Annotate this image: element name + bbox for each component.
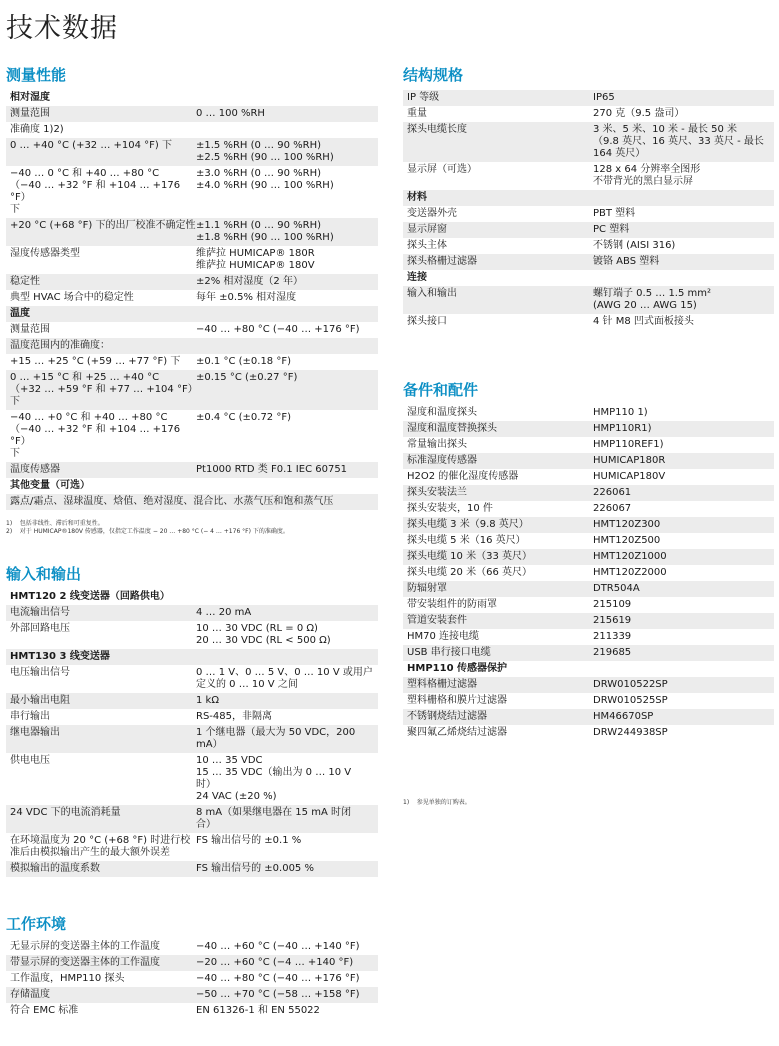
row-label: 温度传感器 [10,464,60,475]
row-value: ±1.5 %RH (0 … 90 %RH) ±2.5 %RH (90 … 100 %RH) [196,140,334,163]
row-value: 0 … 1 V、0 … 5 V、0 … 10 V 或用户 定义的 0 … 10 V 之间 [196,667,373,690]
row-value: HMP110R1) [593,423,652,434]
row-value: HUMICAP180R [593,455,666,466]
row-value: FS 输出信号的 ±0.005 % [196,863,314,874]
row-label: 准确度 1)2) [10,124,64,135]
table-row [6,106,378,122]
row-label: 符合 EMC 标准 [10,1005,79,1016]
table-row [403,533,774,549]
row-value: 3 米、5 米、10 米 - 最长 50 米 （9.8 英尺、16 英尺、33 英尺 - 最长 164 英尺） [593,124,764,159]
row-value: HUMICAP180V [593,471,666,482]
table-row [403,629,774,645]
table-row [403,613,774,629]
row-value: 8 mA（如果继电器在 15 mA 时闭 合） [196,807,351,830]
table-row [403,222,774,238]
row-value: FS 输出信号的 ±0.1 % [196,835,302,846]
measurement-footnotes: 1) 包括非线性、滞后和可重复性。 2) 对于 HUMICAP®180V 传感器，仅指定工作温度 − 20 … +80 °C (− 4 … +176 °F) 下的准确度。 [6,520,289,535]
table-row [403,90,774,106]
row-label: 探头主体 [407,240,447,251]
table-row [403,485,774,501]
row-value: ±0.1 °C (±0.18 °F) [196,356,291,367]
row-label: 温度范围内的准确度： [10,340,110,351]
table-subheading [6,478,378,494]
row-label: 供电电压 [10,755,50,766]
row-label: +15 … +25 °C (+59 … +77 °F) 下 [10,356,181,367]
row-label: 显示屏窗 [407,224,447,235]
row-label: 塑料栅格和膜片过滤器 [407,695,507,706]
row-value: 0 … 100 %RH [196,108,265,119]
row-value: Pt1000 RTD 类 F0.1 IEC 60751 [196,464,348,475]
row-label: 稳定性 [10,276,40,287]
row-label: 存储温度 [10,989,50,1000]
row-label: HM70 连接电缆 [407,631,480,642]
table-row [403,709,774,725]
row-value: DRW244938SP [593,727,668,738]
row-value: PBT 塑料 [593,208,636,219]
table-row [6,725,378,753]
section-heading-measurement: 测量性能 [6,66,67,84]
table-row [6,218,378,246]
row-label: 湿度和温度替换探头 [407,423,497,434]
table-row [403,501,774,517]
row-label: 湿度传感器类型 [10,248,80,259]
table-row [403,106,774,122]
row-label: 重量 [407,108,427,119]
row-value: 270 克（9.5 盎司） [593,108,685,119]
row-label: 串行输出 [10,711,50,722]
section-heading-env: 工作环境 [6,915,67,933]
row-label: 塑料格栅过滤器 [407,679,477,690]
env-table [6,939,378,1019]
row-value: 螺钉端子 0.5 … 1.5 mm² (AWG 20 … AWG 15) [593,288,712,311]
row-label: 探头安装法兰 [407,487,467,498]
row-value: ±1.1 %RH (0 … 90 %RH) ±1.8 %RH (90 … 100 %RH) [196,220,334,243]
row-label: 露点/霜点、湿球温度、焓值、绝对湿度、混合比、水蒸气压和饱和蒸气压 [10,496,334,507]
row-label: 在环境温度为 20 °C (+68 °F) 时进行校 准后由模拟输出产生的最大额外误差 [10,835,191,858]
row-label: 外部回路电压 [10,623,70,634]
row-label: 湿度和温度探头 [407,407,477,418]
row-label: 探头安装夹，10 件 [407,503,493,514]
table-row [403,725,774,741]
table-row [403,453,774,469]
row-value: IP65 [593,92,615,103]
row-value: ±3.0 %RH (0 … 90 %RH) ±4.0 %RH (90 … 100 %RH) [196,168,334,191]
row-label: 探头格栅过滤器 [407,256,477,267]
row-label: 连接 [407,272,427,283]
row-label: 电压输出信号 [10,667,70,678]
row-label: +20 °C (+68 °F) 下的出厂校准不确定性 [10,220,196,231]
row-label: 不锈钢烧结过滤器 [407,711,487,722]
table-row [6,462,378,478]
row-value: ±0.15 °C (±0.27 °F) [196,372,298,383]
row-value: 226067 [593,503,632,514]
row-value: 10 … 30 VDC (RL = 0 Ω) 20 … 30 VDC (RL < 500 Ω) [196,623,331,646]
table-row [6,354,378,370]
section-heading-accessories: 备件和配件 [403,381,479,399]
table-row [403,517,774,533]
row-label: 探头接口 [407,316,447,327]
table-subheading [403,661,774,677]
row-label: 典型 HVAC 场合中的稳定性 [10,292,134,303]
row-value: ±0.4 °C (±0.72 °F) [196,412,291,423]
row-label: 材料 [407,192,427,203]
row-label: 探头电缆长度 [407,124,467,135]
table-row [6,805,378,833]
row-label: HMT130 3 线变送器 [10,651,110,662]
row-label: 管道安装套件 [407,615,467,626]
row-label: 24 VDC 下的电流消耗量 [10,807,121,818]
table-row [6,939,378,955]
table-row [6,1003,378,1019]
table-row [403,565,774,581]
table-row [6,410,378,462]
row-value: 4 … 20 mA [196,607,252,618]
table-row [6,338,378,354]
row-value: 4 针 M8 凹式面板接头 [593,316,694,327]
row-value: HMT120Z1000 [593,551,667,562]
row-value: 镀铬 ABS 塑料 [593,256,660,267]
row-label: USB 串行接口电缆 [407,647,491,658]
row-value: 215109 [593,599,632,610]
table-row [6,621,378,649]
table-row [6,370,378,410]
row-value: HMP110REF1) [593,439,664,450]
table-row [403,469,774,485]
table-row [6,322,378,338]
row-label: 继电器输出 [10,727,60,738]
row-label: 标准湿度传感器 [407,455,477,466]
table-subheading [403,190,774,206]
row-value: −40 … +80 °C (−40 … +176 °F) [196,973,360,984]
row-value: RS-485，非隔离 [196,711,272,722]
row-label: 0 … +15 °C 和 +25 … +40 °C （+32 … +59 °F 和 +77 … +104 °F）下 [10,372,193,407]
row-value: −20 … +60 °C (−4 … +140 °F) [196,957,354,968]
table-row [403,677,774,693]
row-value: DRW010522SP [593,679,668,690]
row-value: −50 … +70 °C (−58 … +158 °F) [196,989,360,1000]
table-row [403,421,774,437]
table-row [6,709,378,725]
row-label: 工作温度，HMP110 探头 [10,973,125,984]
table-row [403,162,774,190]
row-value: HMT120Z500 [593,535,661,546]
table-row [6,971,378,987]
table-row [6,166,378,218]
row-label: 最小输出电阻 [10,695,70,706]
table-row [6,861,378,877]
table-subheading [6,589,378,605]
table-row [6,833,378,861]
mechanical-table [403,90,774,330]
row-label: 带安装组件的防雨罩 [407,599,497,610]
table-subheading [6,306,378,322]
table-row [403,206,774,222]
row-label: 带显示屏的变送器主体的工作温度 [10,957,160,968]
row-label: 测量范围 [10,324,50,335]
row-value: 128 x 64 分辨率全图形 不带背光的黑白显示屏 [593,164,701,187]
row-label: 防辐射罩 [407,583,447,594]
table-row [6,246,378,274]
row-label: HMP110 传感器保护 [407,663,508,674]
row-label: 探头电缆 5 米（16 英尺） [407,535,526,546]
table-subheading [6,90,378,106]
table-row [6,290,378,306]
table-row [403,693,774,709]
row-label: HMT120 2 线变送器（回路供电） [10,591,170,602]
table-row [6,122,378,138]
table-row [403,645,774,661]
table-row [403,286,774,314]
row-label: 温度 [10,308,30,319]
row-value: DRW010525SP [593,695,668,706]
row-value: 每年 ±0.5% 相对湿度 [196,292,297,303]
row-value: 维萨拉 HUMICAP® 180R 维萨拉 HUMICAP® 180V [196,248,315,271]
table-row [6,753,378,805]
table-row [403,122,774,162]
table-row [403,254,774,270]
io-table [6,589,378,877]
row-value: ±2% 相对湿度（2 年） [196,276,303,287]
row-value: 10 … 35 VDC 15 … 35 VDC（输出为 0 … 10 V 时） 24 VAC (±20 %) [196,755,352,802]
table-row [403,549,774,565]
accessories-table [403,405,774,741]
table-row [403,238,774,254]
row-value: 211339 [593,631,632,642]
table-row [6,274,378,290]
row-label: 显示屏（可选） [407,164,477,175]
table-row [403,581,774,597]
row-value: 不锈钢 (AISI 316) [593,240,676,251]
row-label: 模拟输出的温度系数 [10,863,100,874]
row-value: EN 61326-1 和 EN 55022 [196,1005,320,1016]
row-label: H2O2 的催化湿度传感器 [407,471,519,482]
section-heading-io: 输入和输出 [6,565,82,583]
table-row [403,314,774,330]
row-value: 1 kΩ [196,695,219,706]
row-label: −40 … +0 °C 和 +40 … +80 °C （−40 … +32 °F 和 +104 … +176 °F） 下 [10,412,181,459]
table-row [403,437,774,453]
table-subheading [403,270,774,286]
row-label: −40 … 0 °C 和 +40 … +80 °C （−40 … +32 °F 和 +104 … +176 °F） 下 [10,168,181,215]
row-label: 其他变量（可选） [10,480,90,491]
row-label: 变送器外壳 [407,208,457,219]
row-value: 226061 [593,487,632,498]
row-label: 探头电缆 20 米（66 英尺） [407,567,532,578]
row-label: 测量范围 [10,108,50,119]
row-label: 常量输出探头 [407,439,467,450]
table-row [6,605,378,621]
row-value: HMT120Z300 [593,519,661,530]
row-label: 0 … +40 °C (+32 … +104 °F) 下 [10,140,173,151]
row-value: PC 塑料 [593,224,630,235]
row-label: 探头电缆 3 米（9.8 英尺） [407,519,529,530]
row-label: 聚四氟乙烯烧结过滤器 [407,727,507,738]
row-value: HMP110 1) [593,407,648,418]
table-row [6,494,378,510]
row-value: 219685 [593,647,632,658]
row-label: 电流输出信号 [10,607,70,618]
page-title: 技术数据 [6,13,118,44]
table-subheading [6,649,378,665]
row-value: −40 … +80 °C (−40 … +176 °F) [196,324,360,335]
row-label: 探头电缆 10 米（33 英尺） [407,551,532,562]
table-row [403,597,774,613]
row-value: 1 个继电器（最大为 50 VDC，200 mA） [196,727,356,750]
row-label: 无显示屏的变送器主体的工作温度 [10,941,160,952]
row-label: 输入和输出 [407,288,457,299]
table-row [6,693,378,709]
row-value: 215619 [593,615,632,626]
section-heading-mechanical: 结构规格 [403,66,464,84]
row-label: IP 等级 [407,92,440,103]
row-value: HMT120Z2000 [593,567,667,578]
table-row [6,987,378,1003]
table-row [6,955,378,971]
accessories-footnotes: 1) 参见单独的订购表。 [403,799,471,806]
table-row [403,405,774,421]
row-label: 相对湿度 [10,92,50,103]
row-value: DTR504A [593,583,640,594]
table-row [6,665,378,693]
row-value: HM46670SP [593,711,654,722]
table-row [6,138,378,166]
row-value: −40 … +60 °C (−40 … +140 °F) [196,941,360,952]
measurement-table [6,90,378,510]
